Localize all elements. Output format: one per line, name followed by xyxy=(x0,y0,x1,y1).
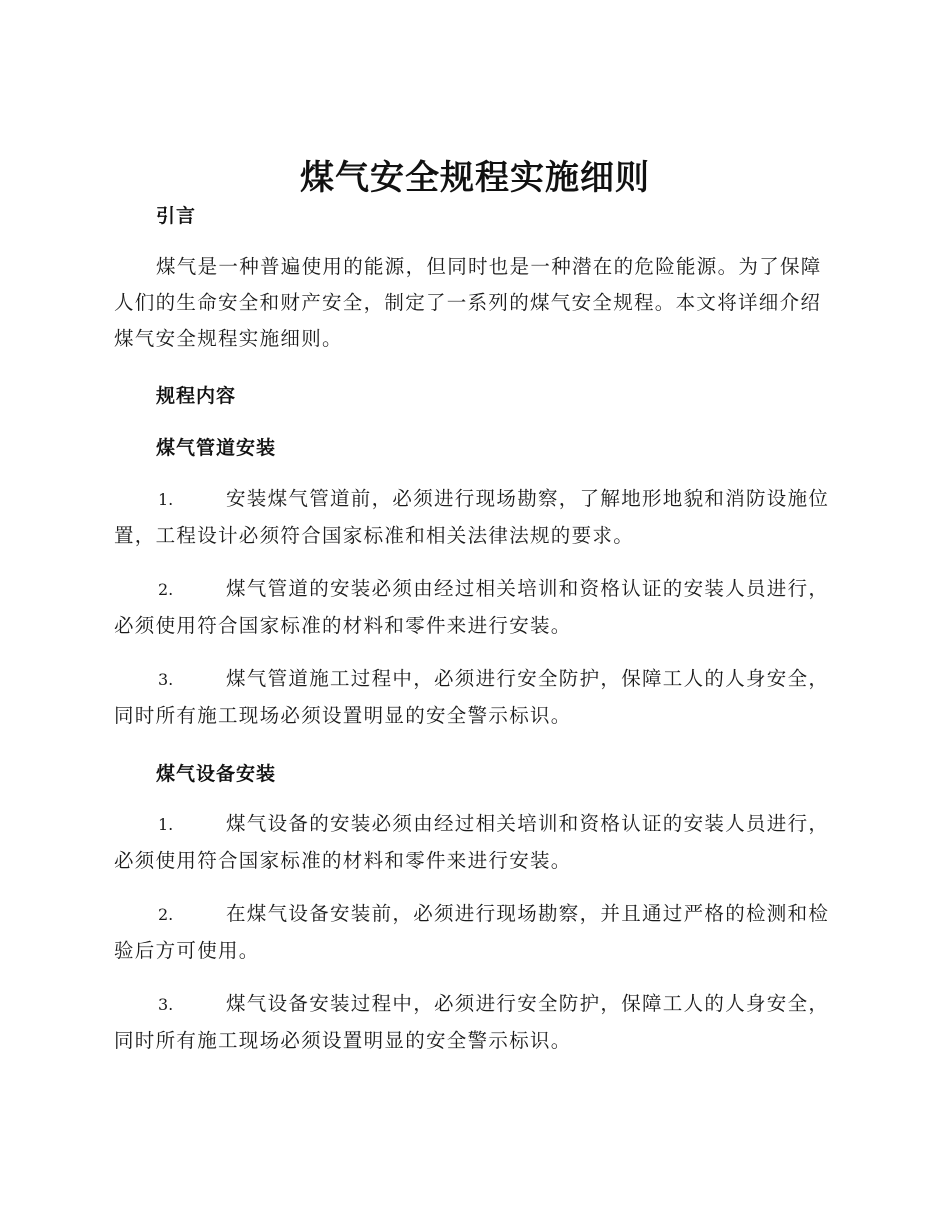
list-item xyxy=(114,896,834,969)
section-heading-equipment: 煤气设备安装 xyxy=(156,763,277,785)
document-title: 煤气安全规程实施细则 xyxy=(300,158,650,198)
list-item xyxy=(114,481,834,554)
intro-text: 煤气是一种普遍使用的能源，但同时也是一种潜在的危险能源。为了保障人们的生命安全和财产安全，制定了一系列的煤气安全规程。本文将详细介绍煤气安全规程实施细则。 xyxy=(114,255,822,350)
section-heading-pipeline: 煤气管道安装 xyxy=(156,437,277,459)
item-number: 3. xyxy=(158,670,174,689)
intro-heading: 引言 xyxy=(156,205,197,227)
item-number: 2. xyxy=(158,580,174,599)
list-item xyxy=(114,986,834,1059)
intro-paragraph xyxy=(114,249,834,357)
list-item xyxy=(114,806,834,879)
item-text: 在煤气设备安装前，必须进行现场勘察，并且通过严格的检测和检验后方可使用。 xyxy=(114,902,830,962)
item-text: 安装煤气管道前，必须进行现场勘察，了解地形地貌和消防设施位置，工程设计必须符合国家标准和相关法律法规的要求。 xyxy=(114,487,830,547)
item-number: 2. xyxy=(158,905,174,924)
item-number: 1. xyxy=(158,815,174,834)
item-text: 煤气管道施工过程中，必须进行安全防护，保障工人的人身安全，同时所有施工现场必须设置明显的安全警示标识。 xyxy=(114,667,830,727)
list-item xyxy=(114,661,834,734)
item-text: 煤气设备的安装必须由经过相关培训和资格认证的安装人员进行，必须使用符合国家标准的材料和零件来进行安装。 xyxy=(114,812,830,872)
list-item xyxy=(114,571,834,644)
item-number: 1. xyxy=(158,490,174,509)
item-number: 3. xyxy=(158,995,174,1014)
item-text: 煤气设备安装过程中，必须进行安全防护，保障工人的人身安全，同时所有施工现场必须设置明显的安全警示标识。 xyxy=(114,992,830,1052)
rules-heading: 规程内容 xyxy=(156,385,237,407)
item-text: 煤气管道的安装必须由经过相关培训和资格认证的安装人员进行，必须使用符合国家标准的材料和零件来进行安装。 xyxy=(114,577,830,637)
